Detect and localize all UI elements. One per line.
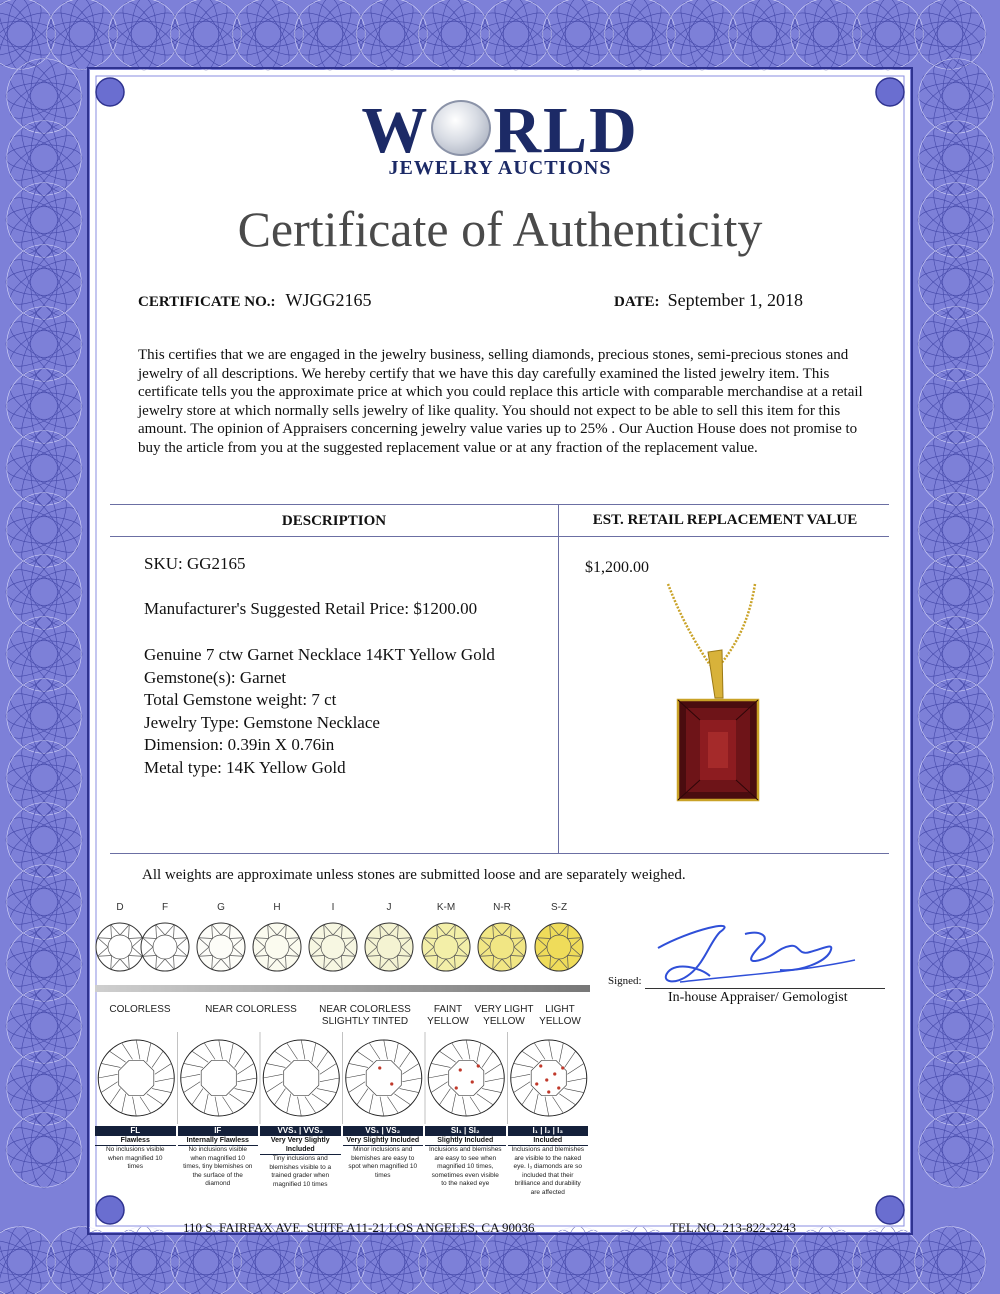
color-grade-letter: D (116, 902, 124, 913)
detail-line: Total Gemstone weight: 7 ct (144, 690, 337, 709)
color-category-line: YELLOW (483, 1016, 525, 1027)
item-details (144, 644, 495, 779)
color-category (305, 1004, 425, 1028)
replacement-value: $1,200.00 (585, 559, 649, 576)
clarity-diamond (508, 1032, 587, 1124)
table-divider (558, 504, 559, 853)
clarity-description-line: diamond (205, 1180, 231, 1188)
weights-note: All weights are approximate unless stones are submitted loose and are separately weighed. (142, 867, 686, 883)
clarity-column (178, 1126, 259, 1189)
corner-ornament (96, 1196, 124, 1224)
msrp: Manufacturer's Suggested Retail Price: $1200.00 (144, 599, 478, 618)
color-category (420, 1004, 476, 1028)
clarity-description-line: Inclusions and blemishes (428, 1146, 502, 1153)
footer-phone: TEL.NO. 213-822-2243 (670, 1220, 797, 1235)
detail-line: Genuine 7 ctw Garnet Necklace 14KT Yellow Gold (144, 645, 495, 664)
logo-world-right: RLD (493, 94, 639, 167)
garnet-necklace-image (660, 580, 790, 810)
clarity-description-line: sometimes even visible (431, 1171, 499, 1179)
clarity-description-line: when magnified 10 (190, 1154, 246, 1162)
clarity-description-line: brilliance and durability (514, 1180, 581, 1188)
clarity-description-line: trained grader when (271, 1172, 330, 1180)
sku: SKU: GG2165 (144, 554, 246, 573)
clarity-scale-diamonds (95, 1032, 590, 1124)
clarity-grade-name: Internally Flawless (178, 1136, 259, 1146)
detail-line: Metal type: 14K Yellow Gold (144, 757, 346, 777)
color-category-line: LIGHT (545, 1004, 575, 1015)
color-diamond (197, 923, 245, 971)
color-category-line: SLIGHTLY TINTED (321, 1016, 409, 1027)
table-header-rule (110, 536, 889, 537)
color-grade-letter: N-R (493, 902, 511, 913)
date-value: September 1, 2018 (667, 290, 804, 310)
date-label: DATE: (614, 294, 660, 310)
clarity-description-line: magnified 10 times, (437, 1163, 494, 1171)
clarity-diamond (260, 1032, 339, 1124)
clarity-grade: VS₁ | VS₂ (343, 1126, 424, 1136)
clarity-description-line: are easy to see when (434, 1154, 497, 1162)
clarity-description-line: blemishes are easy to (351, 1154, 415, 1162)
color-diamond (96, 923, 144, 971)
color-grade-letter: F (161, 902, 169, 913)
clarity-description-line: times, tiny blemishes on (183, 1163, 253, 1171)
appraiser-title: In-house Appraiser/ Gemologist (668, 990, 848, 1005)
color-scale-diamonds (90, 915, 600, 985)
description-header: DESCRIPTION (281, 513, 387, 529)
clarity-grade-name: Very Slightly Included (343, 1136, 424, 1146)
clarity-description-line: times (374, 1171, 391, 1179)
color-category (95, 1004, 185, 1016)
clarity-grade-name: Included (508, 1136, 589, 1146)
certification-statement: This certifies that we are engaged in the jewelry business, selling diamonds, precious stones, semi-precious stones and jewelry of all descriptions. We hereby certify that we have this day carefully examined the listed jewelry item. This certificate tells you the approximate price at which you could replace this article with comparable merchandise at a retail jewelry store at which normally sells jewelry of like quality. You should not expect to be able to sell this item for this amount. The opinion of Appraisers concerning jewelry value varies up to 25% . Our Auction House does not promise to buy the article from you at the suggested replacement value or at any fraction of the replacement value. (138, 347, 863, 456)
color-category-line: NEAR COLORLESS (319, 1004, 411, 1015)
color-diamond (253, 923, 301, 971)
clarity-grade: IF (178, 1126, 259, 1136)
detail-line: Jewelry Type: Gemstone Necklace (144, 712, 380, 732)
color-diamond (422, 923, 470, 971)
color-grade-letter: K-M (436, 902, 456, 913)
logo-world (0, 94, 1000, 167)
clarity-description-line: times (127, 1163, 144, 1171)
color-diamond (141, 923, 189, 971)
clarity-grade-name: Slightly Included (425, 1136, 506, 1146)
color-grade-letter: H (273, 902, 281, 913)
clarity-grade-name: Very Very Slightly Included (260, 1136, 341, 1155)
clarity-description-line: the surface of the (192, 1171, 243, 1179)
color-category-line: COLORLESS (109, 1004, 171, 1015)
certificate-date (614, 290, 803, 311)
clarity-grade: FL (95, 1126, 176, 1136)
color-diamond (365, 923, 413, 971)
color-grade-letter: J (386, 902, 392, 913)
clarity-description-line: Inclusions and blemishes (511, 1146, 585, 1153)
clarity-column (95, 1126, 176, 1172)
table-bottom-rule (110, 853, 889, 854)
certificate-number (138, 290, 372, 311)
logo-world-left: W (361, 94, 430, 167)
logo-subtitle: JEWELRY AUCTIONS (388, 157, 612, 179)
color-grade-letter: S-Z (550, 902, 568, 913)
clarity-description-line: Tiny inclusions and (272, 1155, 328, 1162)
diamond-logo-icon (431, 100, 491, 156)
clarity-grade: VVS₁ | VVS₂ (260, 1126, 341, 1136)
detail-line: Gemstone(s): Garnet (144, 667, 287, 687)
clarity-diamond (425, 1032, 504, 1124)
clarity-description-line: are affected (530, 1188, 565, 1196)
color-category-line: FAINT (433, 1004, 463, 1015)
clarity-description-line: when magnified 10 (107, 1154, 163, 1162)
clarity-grade: I₁ | I₂ | I₃ (508, 1126, 589, 1136)
clarity-description-line: No inclusions visible (188, 1146, 248, 1153)
clarity-description-line: magnified 10 times (272, 1180, 328, 1188)
value-header: EST. RETAIL REPLACEMENT VALUE (592, 512, 858, 528)
clarity-description-line: to the naked eye (441, 1180, 490, 1188)
color-category (198, 1004, 304, 1016)
detail-line: Dimension: 0.39in X 0.76in (144, 735, 335, 754)
clarity-column (508, 1126, 589, 1198)
clarity-column (343, 1126, 424, 1180)
clarity-description-line: Minor inclusions and (353, 1146, 413, 1153)
color-category (474, 1004, 534, 1028)
color-category-line: VERY LIGHT (474, 1004, 534, 1015)
color-category-line: YELLOW (427, 1016, 469, 1027)
footer-address: 110 S. FAIRFAX AVE. SUITE A11-21 LOS ANGELES, CA 90036 (183, 1220, 535, 1235)
clarity-description-line: are visible to the naked (514, 1154, 582, 1162)
color-category-line: NEAR COLORLESS (205, 1004, 297, 1015)
color-category-line: YELLOW (539, 1016, 581, 1027)
clarity-diamond (98, 1040, 174, 1116)
clarity-grade: SI₁ | SI₂ (425, 1126, 506, 1136)
clarity-diamond (178, 1032, 257, 1124)
page-title: Certificate of Authenticity (237, 201, 763, 257)
clarity-description-line: included that their (522, 1171, 574, 1179)
color-diamond (478, 923, 526, 971)
color-diamond (535, 923, 583, 971)
color-grade-letter: I (331, 902, 335, 913)
clarity-description-line: blemishes visible to a (269, 1163, 332, 1171)
certificate-number-value: WJGG2165 (285, 290, 372, 310)
table-top-rule (110, 504, 889, 505)
clarity-description-line: eye. I₃ diamonds are so (513, 1163, 582, 1171)
clarity-description-line: spot when magnified 10 (348, 1163, 418, 1171)
clarity-column (425, 1126, 506, 1189)
clarity-column (260, 1126, 341, 1189)
clarity-diamond (343, 1032, 422, 1124)
color-category (530, 1004, 590, 1028)
clarity-description-line: No inclusions visible (105, 1146, 165, 1153)
color-diamond (309, 923, 357, 971)
signed-label: Signed: (608, 975, 642, 987)
certificate-number-label: CERTIFICATE NO.: (138, 294, 276, 310)
color-grade-letter: G (217, 902, 225, 913)
clarity-grade-name: Flawless (95, 1136, 176, 1146)
corner-ornament (876, 1196, 904, 1224)
color-scale-bar (95, 985, 590, 992)
